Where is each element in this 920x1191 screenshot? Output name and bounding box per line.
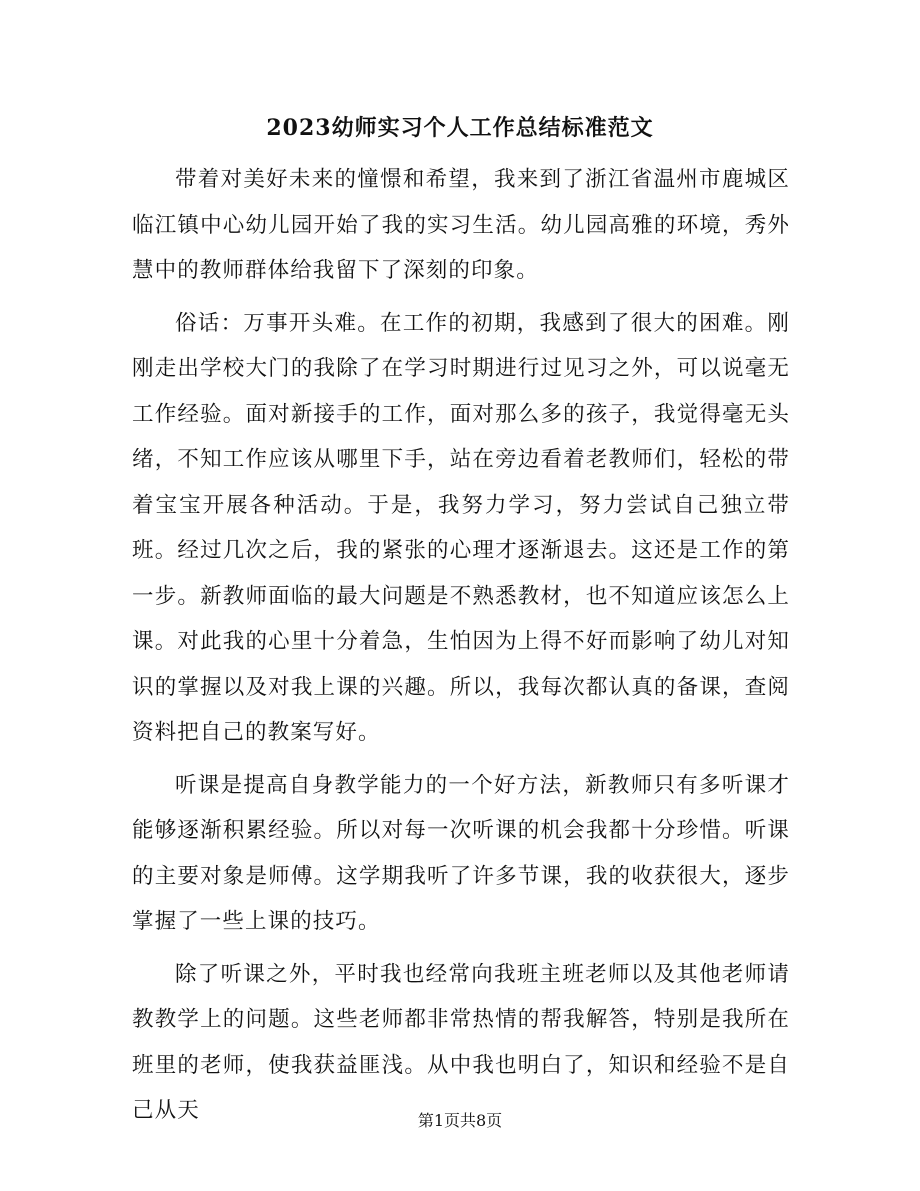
paragraph-1: 带着对美好未来的憧憬和希望，我来到了浙江省温州市鹿城区临江镇中心幼儿园开始了我的实习生活。幼儿园高雅的环境，秀外慧中的教师群体给我留下了深刻的印象。 [132, 167, 790, 283]
paragraph-4: 除了听课之外，平时我也经常向我班主班老师以及其他老师请教教学上的问题。这些老师都非常热情的帮我解答，特别是我所在班里的老师，使我获益匪浅。从中我也明白了，知识和经验不是自己从天 [132, 961, 790, 1123]
document-body [132, 157, 790, 1134]
document-title: 2023幼师实习个人工作总结标准范文 [266, 115, 654, 141]
page-footer: 第1页共8页 [417, 1111, 503, 1130]
paragraph-3: 听课是提高自身教学能力的一个好方法，新教师只有多听课才能够逐渐积累经验。所以对每一次听课的机会我都十分珍惜。听课的主要对象是师傅。这学期我听了许多节课，我的收获很大，逐步掌握了一些上课的技巧。 [132, 772, 790, 934]
paragraph-2: 俗话：万事开头难。在工作的初期，我感到了很大的困难。刚刚走出学校大门的我除了在学习时期进行过见习之外，可以说毫无工作经验。面对新接手的工作，面对那么多的孩子，我觉得毫无头绪，不知工作应该从哪里下手，站在旁边看着老教师们，轻松的带着宝宝开展各种活动。于是，我努力学习，努力尝试自己独立带班。经过几次之后，我的紧张的心理才逐渐退去。这还是工作的第一步。新教师面临的最大问题是不熟悉教材，也不知道应该怎么上课。对此我的心里十分着急，生怕因为上得不好而影响了幼儿对知识的掌握以及对我上课的兴趣。所以，我每次都认真的备课，查阅资料把自己的教案写好。 [132, 310, 790, 745]
